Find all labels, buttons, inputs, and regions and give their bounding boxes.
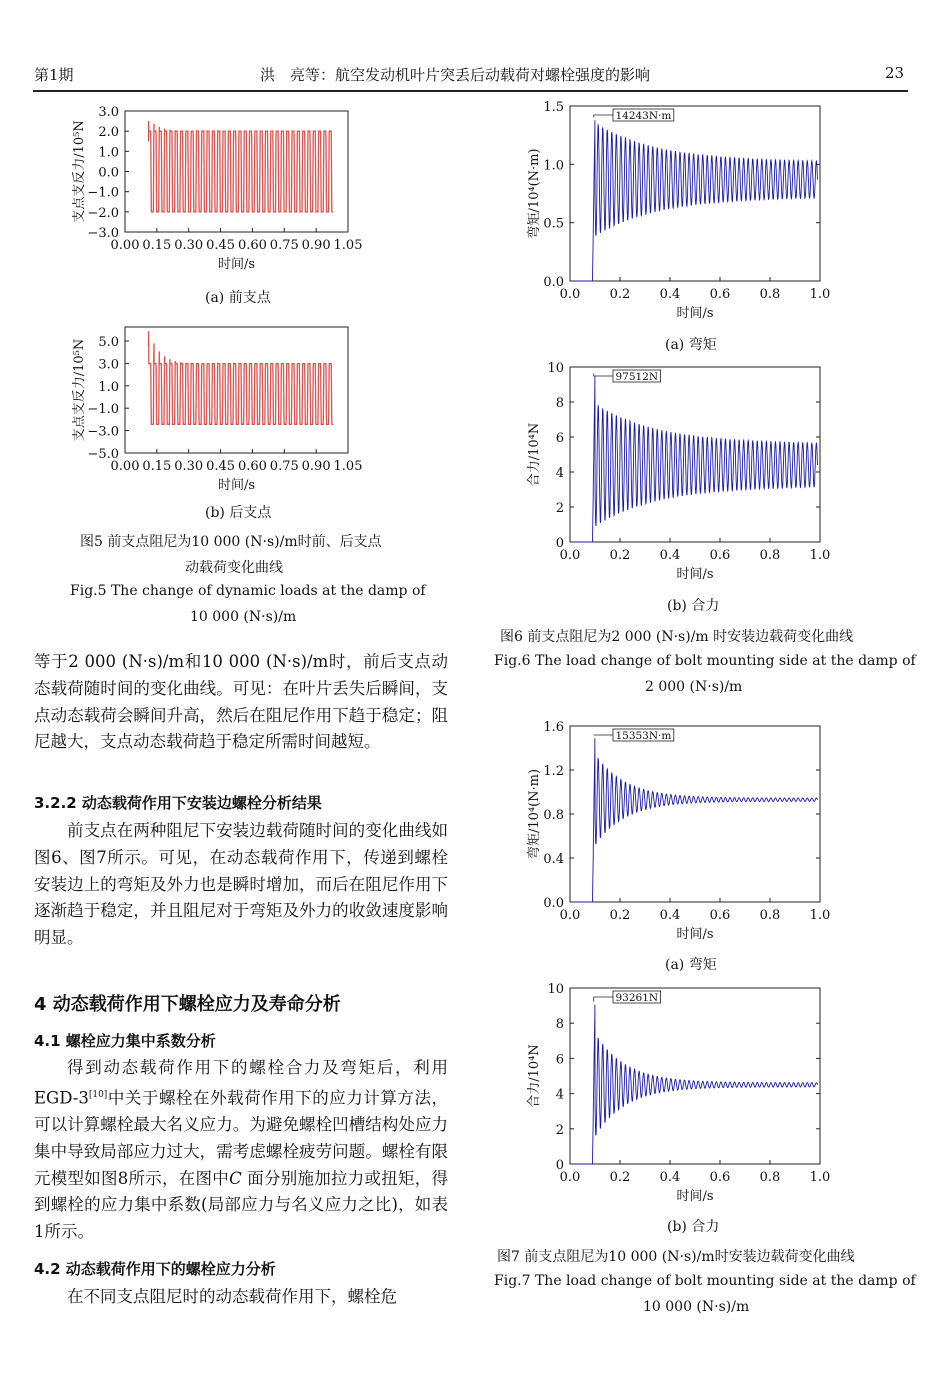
fig5a-subcaption: (a) 前支点 [205, 290, 271, 306]
x-tick-label: 0.8 [759, 548, 781, 563]
x-tick-label: 0.00 [110, 459, 140, 474]
x-tick-label: 0.90 [301, 238, 331, 253]
chart-fig7b [500, 978, 860, 1206]
y-axis-label: 弯矩/10⁴(N·m) [527, 768, 542, 860]
y-tick-label: 0.8 [543, 808, 564, 823]
para3-part-a: 得到动态载荷作用下的螺栓合力及弯矩后，利用EGD-3 [34, 1058, 448, 1108]
x-axis-label: 时间/s [217, 478, 256, 493]
y-tick-label: 6 [555, 1052, 564, 1068]
y-tick-label: 1.5 [543, 100, 564, 115]
y-tick-label: 1.0 [98, 379, 119, 395]
chart-fig5a [20, 95, 420, 285]
data-line-fig5b [149, 331, 334, 424]
y-tick-label: 3.0 [98, 105, 119, 120]
x-tick-label: 0.6 [709, 548, 731, 563]
fig7b-subcaption: (b) 合力 [667, 1219, 720, 1235]
paragraph-mounting-side [34, 818, 448, 952]
y-axis-label: 支点支反力/10⁵N [72, 120, 87, 223]
fig6b-subcaption: (b) 合力 [667, 598, 720, 614]
heading-4-1: 4.1 螺栓应力集中系数分析 [34, 1032, 216, 1050]
fig5-caption-en-1: Fig.5 The change of dynamic loads at the damp of [70, 583, 426, 599]
chart-fig6a [500, 95, 860, 325]
x-tick-label: 0.60 [237, 459, 267, 474]
x-tick-label: 0.2 [609, 287, 631, 302]
y-tick-label: 2.0 [98, 125, 119, 141]
y-tick-label: 10 [547, 361, 564, 376]
fig6-caption-en-2: 2 000 (N·s)/m [645, 679, 743, 695]
y-tick-label: 0.4 [543, 852, 564, 867]
x-tick-label: 0.00 [110, 238, 140, 253]
y-tick-label: 4 [555, 1087, 564, 1103]
fig6a-subcaption: (a) 弯矩 [665, 337, 717, 353]
fig6-caption-en-1: Fig.6 The load change of bolt mounting side at the damp of [494, 653, 916, 669]
annotation-leader [594, 997, 613, 1002]
x-tick-label: 0.75 [269, 238, 299, 253]
y-tick-label: 5.0 [98, 335, 119, 350]
y-tick-label: 8 [555, 1017, 564, 1033]
x-tick-label: 0.90 [301, 459, 331, 474]
para3-part-d: 面分别施加拉力或扭矩，得到螺栓的应力集中系数(局部应力与名义应力之比)，如表1所示。 [34, 1168, 448, 1242]
data-line-fig6b [570, 376, 818, 542]
y-tick-label: 2 [555, 501, 564, 516]
x-tick-label: 0.30 [174, 238, 204, 253]
y-axis-label: 支点支反力/10⁵N [72, 338, 87, 442]
x-tick-label: 0.6 [709, 1170, 731, 1185]
heading-3-2-2: 3.2.2 动态载荷作用下安装边螺栓分析结果 [34, 794, 322, 812]
data-line-fig7a [570, 738, 818, 902]
x-tick-label: 0.8 [759, 908, 781, 923]
x-tick-label: 0.8 [759, 1170, 781, 1185]
annotation-label: 93261N [615, 992, 659, 1004]
y-tick-label: −1.0 [87, 402, 119, 418]
paragraph-bolt-stress [34, 1284, 448, 1311]
chart-fig7a [500, 715, 860, 947]
para3-part-b: 中关于螺栓在外载荷作用下的应力计算方法，可以计算螺栓最大名义应力。为避免螺栓凹槽结构处应力集中导致局部应力过大，需考虑螺栓疲劳问题。螺栓有限元模型如图8所示，在图中 [34, 1088, 448, 1188]
fig7a-subcaption: (a) 弯矩 [665, 957, 717, 973]
header-rule [33, 90, 908, 92]
plot-frame [570, 726, 820, 902]
x-tick-label: 0.6 [709, 908, 731, 923]
x-tick-label: 0.75 [269, 459, 299, 474]
y-axis-label: 弯矩/10⁴(N·m) [527, 148, 542, 239]
paragraph-fig5-discussion [34, 649, 448, 756]
fig5-caption-cn-2: 动载荷变化曲线 [185, 560, 283, 576]
x-tick-label: 0.30 [174, 459, 204, 474]
fig7-caption-cn: 图7 前支点阻尼为10 000 (N·s)/m时安装边载荷变化曲线 [497, 1249, 855, 1265]
x-tick-label: 0.60 [237, 238, 267, 253]
y-tick-label: 10 [547, 982, 564, 997]
x-tick-label: 0.15 [142, 459, 172, 474]
x-tick-label: 0.0 [559, 1170, 581, 1185]
x-tick-label: 0.6 [709, 287, 731, 302]
x-tick-label: 1.0 [809, 908, 831, 923]
data-line-fig6a [570, 120, 818, 281]
x-tick-label: 1.05 [333, 459, 363, 474]
x-tick-label: 0.4 [659, 287, 681, 302]
y-tick-label: 0 [555, 1158, 564, 1173]
y-tick-label: 1.0 [98, 145, 119, 161]
y-tick-label: 0.0 [543, 896, 564, 911]
x-tick-label: 0.45 [206, 238, 236, 253]
heading-4-2: 4.2 动态载荷作用下的螺栓应力分析 [34, 1260, 276, 1278]
paragraph-stress-concentration-text [34, 1055, 448, 1246]
x-tick-label: 0.2 [609, 908, 631, 923]
y-tick-label: −3.0 [87, 424, 119, 440]
y-tick-label: −1.0 [87, 185, 119, 201]
para3-face-c: C [229, 1168, 242, 1188]
y-tick-label: −5.0 [87, 447, 119, 462]
x-tick-label: 0.4 [659, 548, 681, 563]
fig6-caption-cn: 图6 前支点阻尼为2 000 (N·s)/m 时安装边载荷变化曲线 [500, 629, 854, 645]
y-tick-label: 8 [555, 396, 564, 411]
running-header-issue: 第1期 [34, 66, 74, 84]
x-axis-label: 时间/s [676, 1189, 714, 1204]
x-axis-label: 时间/s [217, 257, 256, 272]
y-tick-label: 1.0 [543, 158, 564, 174]
x-tick-label: 0.8 [759, 287, 781, 302]
y-tick-label: 2 [555, 1122, 564, 1138]
citation-ref-10: [10] [88, 1089, 108, 1100]
y-tick-label: 0.0 [543, 275, 564, 290]
chart-fig5b [20, 315, 420, 500]
y-tick-label: 0.0 [98, 165, 119, 181]
paragraph-mounting-side-text: 前支点在两种阻尼下安装边载荷随时间的变化曲线如图6、图7所示。可见，在动态载荷作用下，传递到螺栓安装边上的弯矩及外力也是瞬时增加，而后在阻尼作用下逐渐趋于稳定，并且阻尼对于弯矩及外力的收敛速度影响明显。 [34, 821, 448, 948]
x-tick-label: 0.2 [609, 1170, 631, 1185]
fig5-caption-cn-1: 图5 前支点阻尼为10 000 (N·s)/m时前、后支点 [80, 534, 382, 550]
annotation-label: 97512N [615, 371, 659, 383]
annotation-label: 14243N·m [615, 110, 672, 122]
y-axis-label: 合力/10⁴N [527, 422, 542, 487]
x-tick-label: 0.0 [559, 908, 581, 923]
paragraph-bolt-stress-text: 在不同支点阻尼时的动态载荷作用下，螺栓危 [67, 1287, 397, 1306]
x-tick-label: 0.2 [609, 548, 631, 563]
x-tick-label: 0.4 [659, 1170, 681, 1185]
data-line-fig5a [149, 121, 334, 212]
x-tick-label: 0.0 [559, 548, 581, 563]
x-tick-label: 0.45 [206, 459, 236, 474]
annotation-leader [594, 373, 613, 376]
paragraph-stress-concentration [34, 1055, 448, 1246]
annotation-leader [594, 115, 613, 117]
running-header-page: 23 [885, 64, 905, 82]
x-tick-label: 1.05 [333, 238, 363, 253]
annotation-label: 15353N·m [615, 730, 672, 742]
y-tick-label: 6 [555, 431, 564, 446]
plot-frame [570, 367, 820, 542]
x-axis-label: 时间/s [676, 567, 714, 582]
y-tick-label: 0.5 [543, 216, 564, 232]
y-tick-label: 1.2 [543, 764, 564, 779]
x-tick-label: 0.0 [559, 287, 581, 302]
x-tick-label: 1.0 [809, 287, 831, 302]
paragraph-fig5-discussion-text: 等于2 000 (N·s)/m和10 000 (N·s)/m时，前后支点动态载荷随时间的变化曲线。可见：在叶片丢失后瞬间，支点动态载荷会瞬间升高，然后在阻尼作用下趋于稳定；阻尼越大，支点动态载荷趋于稳定所需时间越短。 [34, 652, 448, 752]
y-tick-label: 0 [555, 536, 564, 551]
y-tick-label: −3.0 [87, 226, 119, 241]
x-tick-label: 1.0 [809, 548, 831, 563]
y-tick-label: 4 [555, 466, 564, 481]
x-tick-label: 0.15 [142, 238, 172, 253]
y-tick-label: −2.0 [87, 205, 119, 221]
fig7-caption-en-1: Fig.7 The load change of bolt mounting side at the damp of [494, 1273, 916, 1289]
y-tick-label: 3.0 [98, 357, 119, 373]
y-tick-label: 1.6 [543, 720, 564, 735]
plot-frame [570, 988, 820, 1164]
y-axis-label: 合力/10⁴N [527, 1044, 542, 1108]
running-header-title: 洪 亮等：航空发动机叶片突丢后动载荷对螺栓强度的影响 [260, 66, 651, 84]
data-line-fig7b [570, 1005, 818, 1164]
fig5-caption-en-2: 10 000 (N·s)/m [190, 609, 297, 625]
x-axis-label: 时间/s [676, 927, 714, 942]
x-tick-label: 1.0 [809, 1170, 831, 1185]
x-axis-label: 时间/s [676, 306, 714, 321]
heading-section-4: 4 动态载荷作用下螺栓应力及寿命分析 [34, 994, 341, 1015]
fig5b-subcaption: (b) 后支点 [205, 505, 272, 521]
x-tick-label: 0.4 [659, 908, 681, 923]
fig7-caption-en-2: 10 000 (N·s)/m [643, 1299, 750, 1315]
chart-fig6b [500, 358, 860, 586]
